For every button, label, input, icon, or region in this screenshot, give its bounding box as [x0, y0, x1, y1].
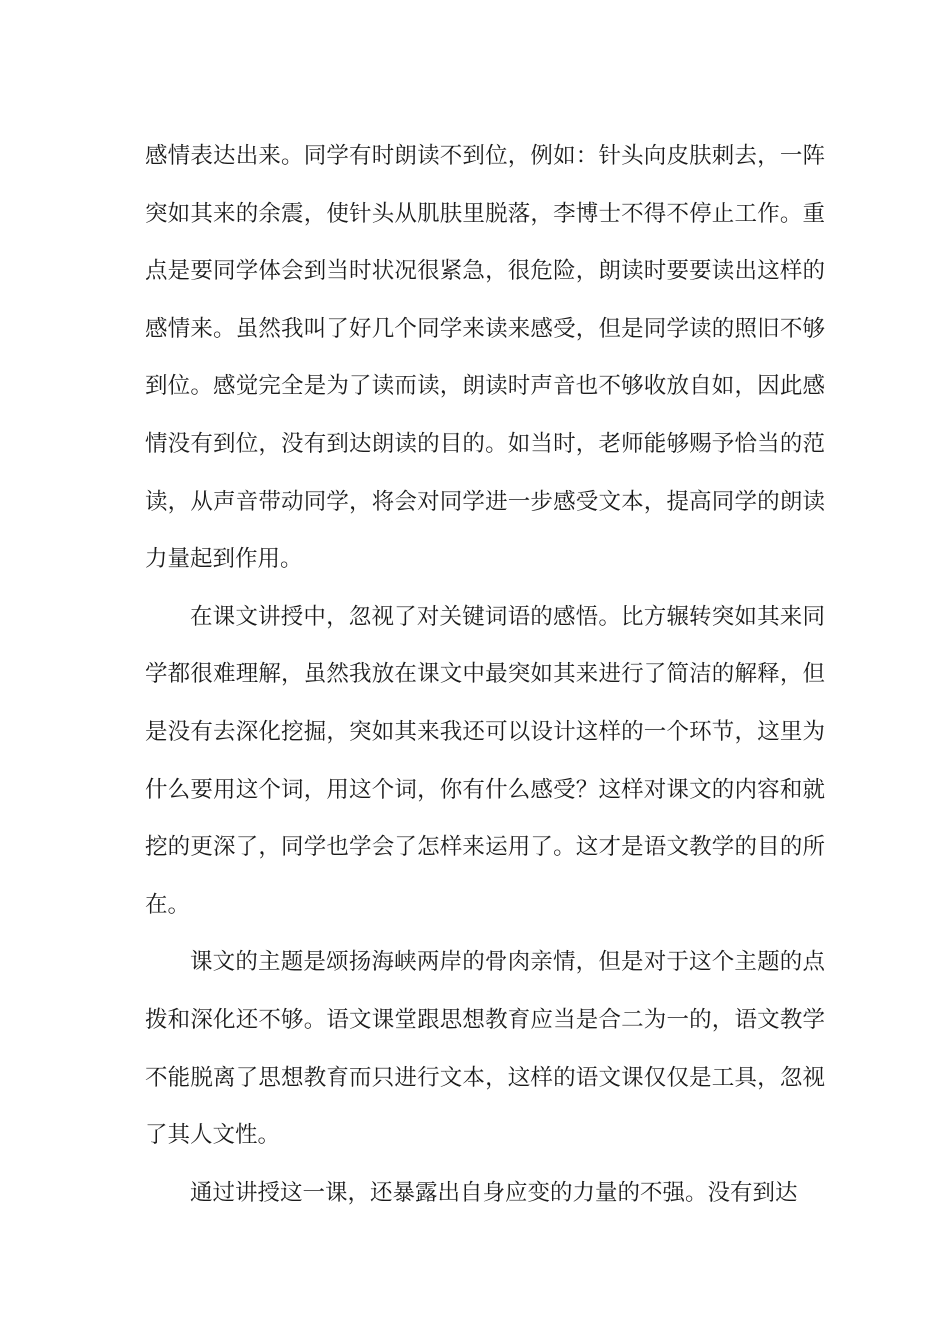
paragraph-3: 课文的主题是颂扬海峡两岸的骨肉亲情，但是对于这个主题的点拨和深化还不够。语文课堂跟思想教育应当是合二为一的，语文教学不能脱离了思想教育而只进行文本，这样的语文课仅仅是工具，忽视了其人文性。: [145, 949, 825, 1149]
paragraph-1: 感情表达出来。同学有时朗读不到位，例如：针头向皮肤刺去，一阵突如其来的余震，使针头从肌肤里脱落，李博士不得不停止工作。重点是要同学体会到当时状况很紧急，很危险，朗读时要要读出这样的感情来。虽然我叫了好几个同学来读来感受，但是同学读的照旧不够到位。感觉完全是为了读而读，朗读时声音也不够收放自如，因此感情没有到位，没有到达朗读的目的。如当时，老师能够赐予恰当的范读，从声音带动同学，将会对同学进一步感受文本，提高同学的朗读力量起到作用。: [145, 143, 825, 573]
body-text: [145, 128, 825, 1222]
paragraph-4: 通过讲授这一课，还暴露出自身应变的力量的不强。没有到达: [190, 1179, 798, 1206]
paragraph-2: 在课文讲授中，忽视了对关键词语的感悟。比方辗转突如其来同学都很难理解，虽然我放在课文中最突如其来进行了简洁的解释，但是没有去深化挖掘，突如其来我还可以设计这样的一个环节，这里为什么要用这个词，用这个词，你有什么感受？这样对课文的内容和就挖的更深了，同学也学会了怎样来运用了。这才是语文教学的目的所在。: [145, 603, 825, 918]
